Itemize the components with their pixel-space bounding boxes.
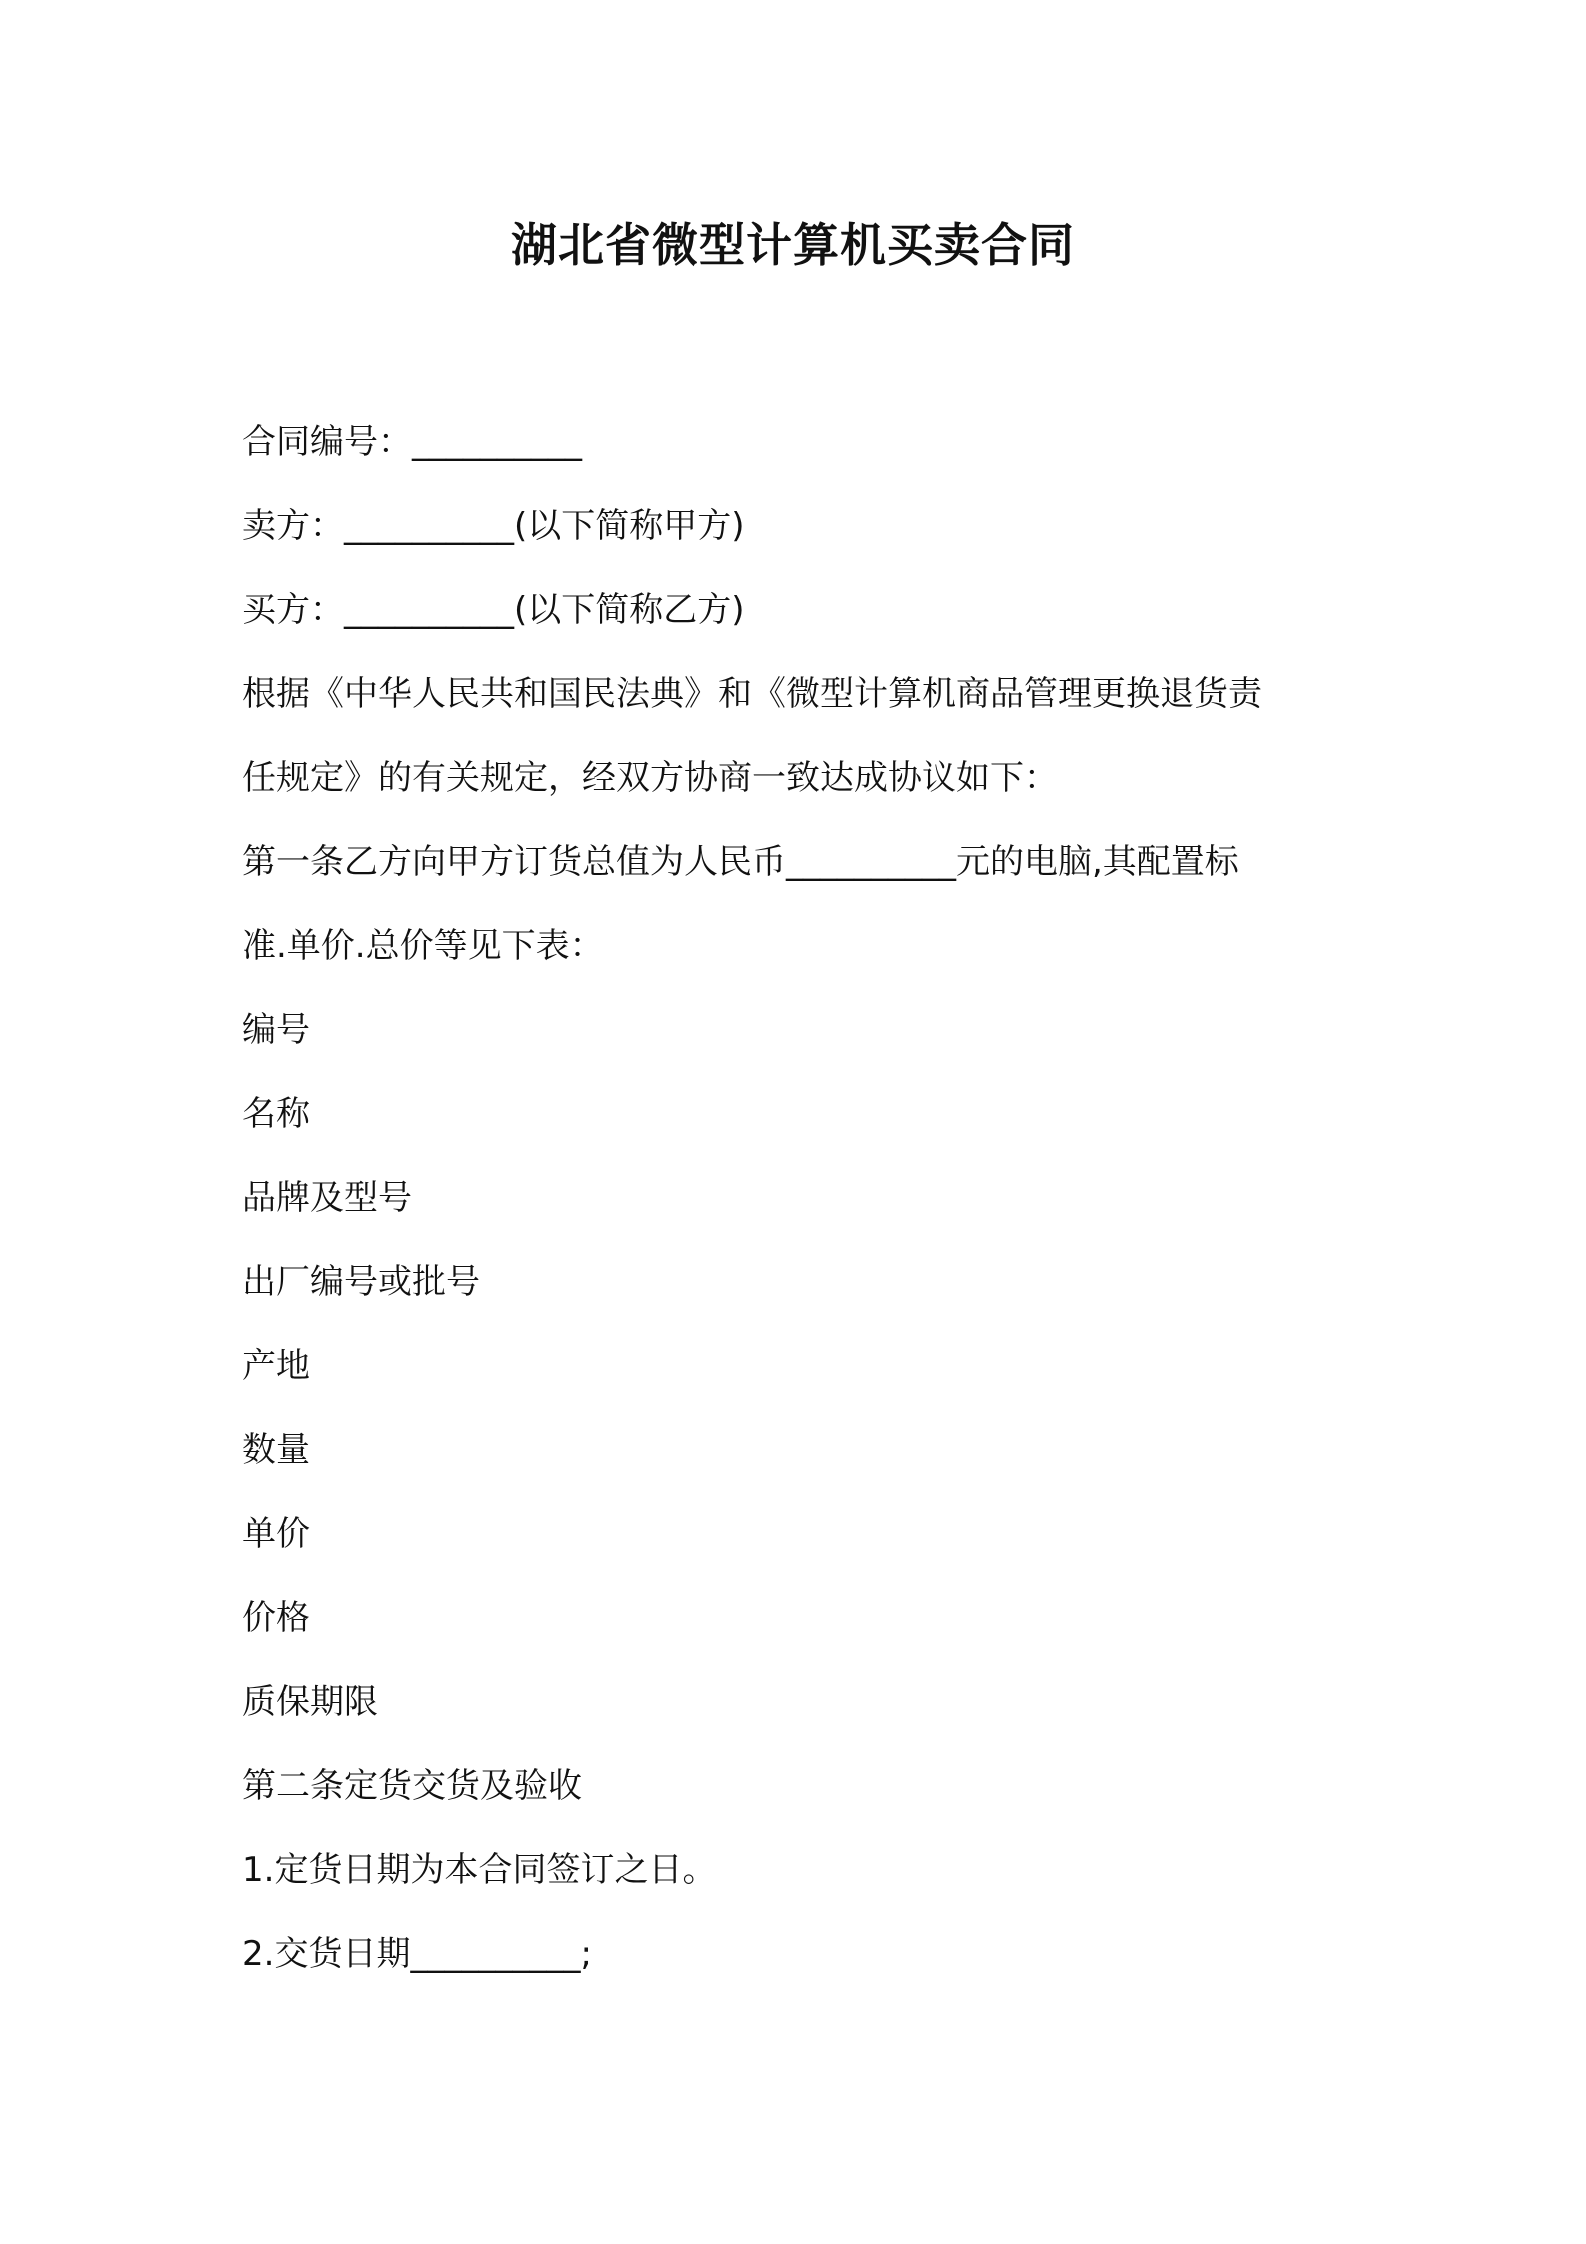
table-field-unit-price: 单价 [242, 1514, 310, 1554]
table-field-name: 名称 [242, 1094, 310, 1134]
table-field-quantity: 数量 [242, 1430, 310, 1470]
article-2-heading: 第二条定货交货及验收 [242, 1766, 582, 1806]
preamble-line-1: 根据《中华人民共和国民法典》和《微型计算机商品管理更换退货责 [242, 674, 1262, 714]
table-field-number: 编号 [242, 1010, 310, 1050]
preamble-line-2: 任规定》的有关规定，经双方协商一致达成协议如下： [242, 758, 1058, 798]
buyer-line: 买方：__________(以下简称乙方) [242, 590, 745, 630]
table-field-brand-model: 品牌及型号 [242, 1178, 412, 1218]
article-1-line-1: 第一条乙方向甲方订货总值为人民币__________元的电脑,其配置标 [242, 842, 1239, 882]
article-2-item-1: 1.定货日期为本合同签订之日。 [242, 1850, 717, 1890]
seller-line: 卖方：__________(以下简称甲方) [242, 506, 745, 546]
table-field-serial-batch: 出厂编号或批号 [242, 1262, 480, 1302]
table-field-warranty: 质保期限 [242, 1682, 378, 1722]
contract-number-line: 合同编号：__________ [242, 422, 582, 462]
article-2-item-2: 2.交货日期__________; [242, 1934, 592, 1974]
document-title: 湖北省微型计算机买卖合同 [511, 218, 1075, 272]
article-1-line-2: 准.单价.总价等见下表： [242, 926, 604, 966]
table-field-price: 价格 [242, 1598, 310, 1638]
table-field-origin: 产地 [242, 1346, 310, 1386]
document-body [242, 400, 1362, 1996]
